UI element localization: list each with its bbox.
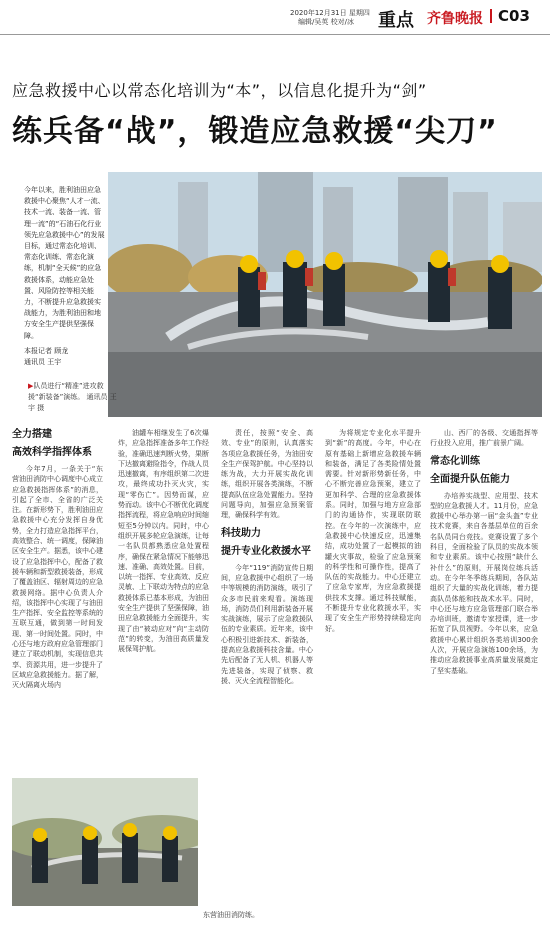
column-5-text: 办培养实战型、应用型、技术型的应急救援人才。11月份，应急救援中心举办第一届“金头盔”专业技术竞赛，来自各基层单位的百余名队员同台竞技。竞赛设置了多个科目，全面检验了队员的实战本领和专业素质。该中心按照“缺什么补什么”的原则，开展岗位练兵活动。在今年冬季练兵期间，各队站组织了大量的实战化训练，着力提高队员体能和技战术水平。同时，中心还与地方应急管理部门联合举办培训班，邀请专家授课，进一步拓宽了队员视野。今年以来，应急救援中心累计组织各类培训300余人次，开展应急演练100余场，为推动应急救援事业高质量发展奠定了坚实基础。 (430, 491, 538, 675)
section-heading-3a: 常态化训练 (430, 455, 480, 467)
article-subhead: 应急救援中心以常态化培训为“本”，以信息化提升为“剑” (12, 81, 427, 100)
main-photo-illustration (108, 172, 542, 417)
main-photo-firefighters-drill (108, 172, 542, 417)
column-2-text: 油罐车相继发生了6次爆炸，应急指挥准备多年工作经验，准确迅速判断火势，果断下达撤离避险指令，作战人员迅速撤离，有序组织第二次进攻，最终成功扑灭火灾，实现“零伤亡”。因势而谋，应势而动。该中心不断优化调度指挥流程，将应急响应时间缩短至5分钟以内。同时，中心组织开展多轮应急演练，让每一名队员都熟悉应急处置程序，确保在紧急情况下能够迅速、准确、高效处置。目前，以统一指挥、专业高效、反应灵敏、上下联动为特点的应急救援体系已基本形成，为油田安全生产提供了坚强保障，油田应急救援能力全面提升，实现了由“被动应对”向“主动防范”的转变，为油田高质量发展保驾护航。 (118, 429, 209, 654)
column-5-text-top: 山、西厂的各级、交通指挥等行业投入应用，推广前景广阔。 (430, 429, 538, 448)
small-photo-illustration (12, 778, 198, 906)
column-1-text: 今年7月，一条关于“东营油田消防中心调度中心成立应急救援指挥体系”的消息，引起了全市、全省的广泛关注。在新形势下，胜利油田应急救援中心充分发挥自身优势，全力打造应急指挥平台，高效整合、统一调度，保障油区安全生产。据悉，该中心建设了应急指挥中心，配备了救援车辆和新型救援装备，形成了覆盖油区、辐射周边的应急救援网络。据中心负责人介绍，该指挥中心实现了与油田生产指挥、安全监控等系统的互联互通，做到第一时间发现、第一时间处置。同时，中心还与地方政府应急管理部门建立了联动机制，实现信息共享、资源共用，进一步提升了区域应急救援能力。据了解，灭火隔离火场内 (12, 465, 103, 690)
column-1 (12, 428, 103, 773)
article-lead (24, 185, 106, 368)
small-photo-firefighters (12, 778, 198, 906)
column-3 (221, 428, 313, 893)
masthead-rule (0, 34, 550, 35)
section-heading-1b: 高效科学指挥体系 (12, 447, 92, 458)
issue-date (290, 9, 370, 27)
masthead (0, 0, 550, 44)
page-number: C03 (498, 7, 530, 25)
lead-text: 今年以来，胜利油田应急救援中心聚焦“人才一流、技术一流、装备一流、管理一流”的“石油石化行业领先应急救援中心”的发展目标，通过常态化培训、常态化训练、常态化演练，机制“全天候”的应急救援体系，动能应急处置、风险防控等相关能力，不断提升应急救援实战能力，为胜利油田和地方安全生产提供坚强保障。 (24, 186, 105, 340)
column-4 (325, 428, 421, 896)
caption-marker-icon: ▶ (28, 382, 34, 390)
section-title: 重点 (378, 10, 414, 31)
main-photo-caption (28, 381, 118, 414)
column-5 (430, 428, 538, 902)
article-headline: 练兵备“战”，锻造应急救援“尖刀” (12, 114, 498, 149)
date-line-2: 编辑/吴英 校对/冰 (298, 18, 354, 26)
main-photo-caption-text: 队员进行“精准”进攻救援“新装备”演练。 通讯员 王宇 摄 (28, 382, 117, 412)
masthead-divider (490, 9, 492, 23)
column-3-text-2: 今年“119”消防宣传日期间，应急救援中心组织了一场中等规模的消防演练，吸引了众多市民前来观看。演练现场，消防员们利用新装备开展实战演练，展示了应急救援队伍的专业素质。近年来，该中心积极引进新技术、新装备，提高应急救援科技含量。中心先后配备了无人机、机器人等先进装备，实现了侦察、救援、灭火全流程智能化。 (221, 563, 313, 685)
newspaper-logo: 齐鲁晚报 (427, 11, 483, 27)
small-photo-caption: 东营油田消防练。 (203, 911, 259, 919)
section-heading-2a: 科技助力 (221, 527, 261, 539)
column-3-text: 责任，按照“安全、高效、专业”的原则，认真落实各项应急救援任务，为油田安全生产保驾护航。中心坚持以练为战，大力开展实战化训练，组织开展各类演练，不断提高队伍应急处置能力。坚持问题导向，加强应急预案管理，确保科学有效。 (221, 429, 313, 520)
column-4-text: 为将规定专业化水平提升到“新”的高度。今年，中心在原有基础上新增应急救援车辆和装备，满足了各类险情处置需要。针对新形势新任务，中心不断完善应急预案，建立了更加科学、合理的应急救援体系。同时，加强与地方应急部门的沟通协作，实现联防联控。在今年的一次演练中，应急救援中心快速反应，迅速集结，成功处置了一起模拟的油罐火灾事故，检验了应急预案的科学性和可操作性，提高了队伍的实战能力。中心还建立了应急专家库，为应急救援提供技术支撑。通过科技赋能，不断提升专业化救援水平，实现了安全生产形势持续稳定向好。 (325, 429, 421, 633)
byline-correspondent: 通讯员 王宇 (24, 358, 62, 367)
section-heading-2b: 提升专业化救援水平 (221, 545, 311, 557)
byline-reporter: 本报记者 顾龙 (24, 346, 69, 355)
date-line-1: 2020年12月31日 星期四 (290, 9, 370, 17)
section-heading-3b: 全面提升队伍能力 (430, 473, 510, 485)
section-heading-1a: 全力搭建 (12, 429, 52, 440)
